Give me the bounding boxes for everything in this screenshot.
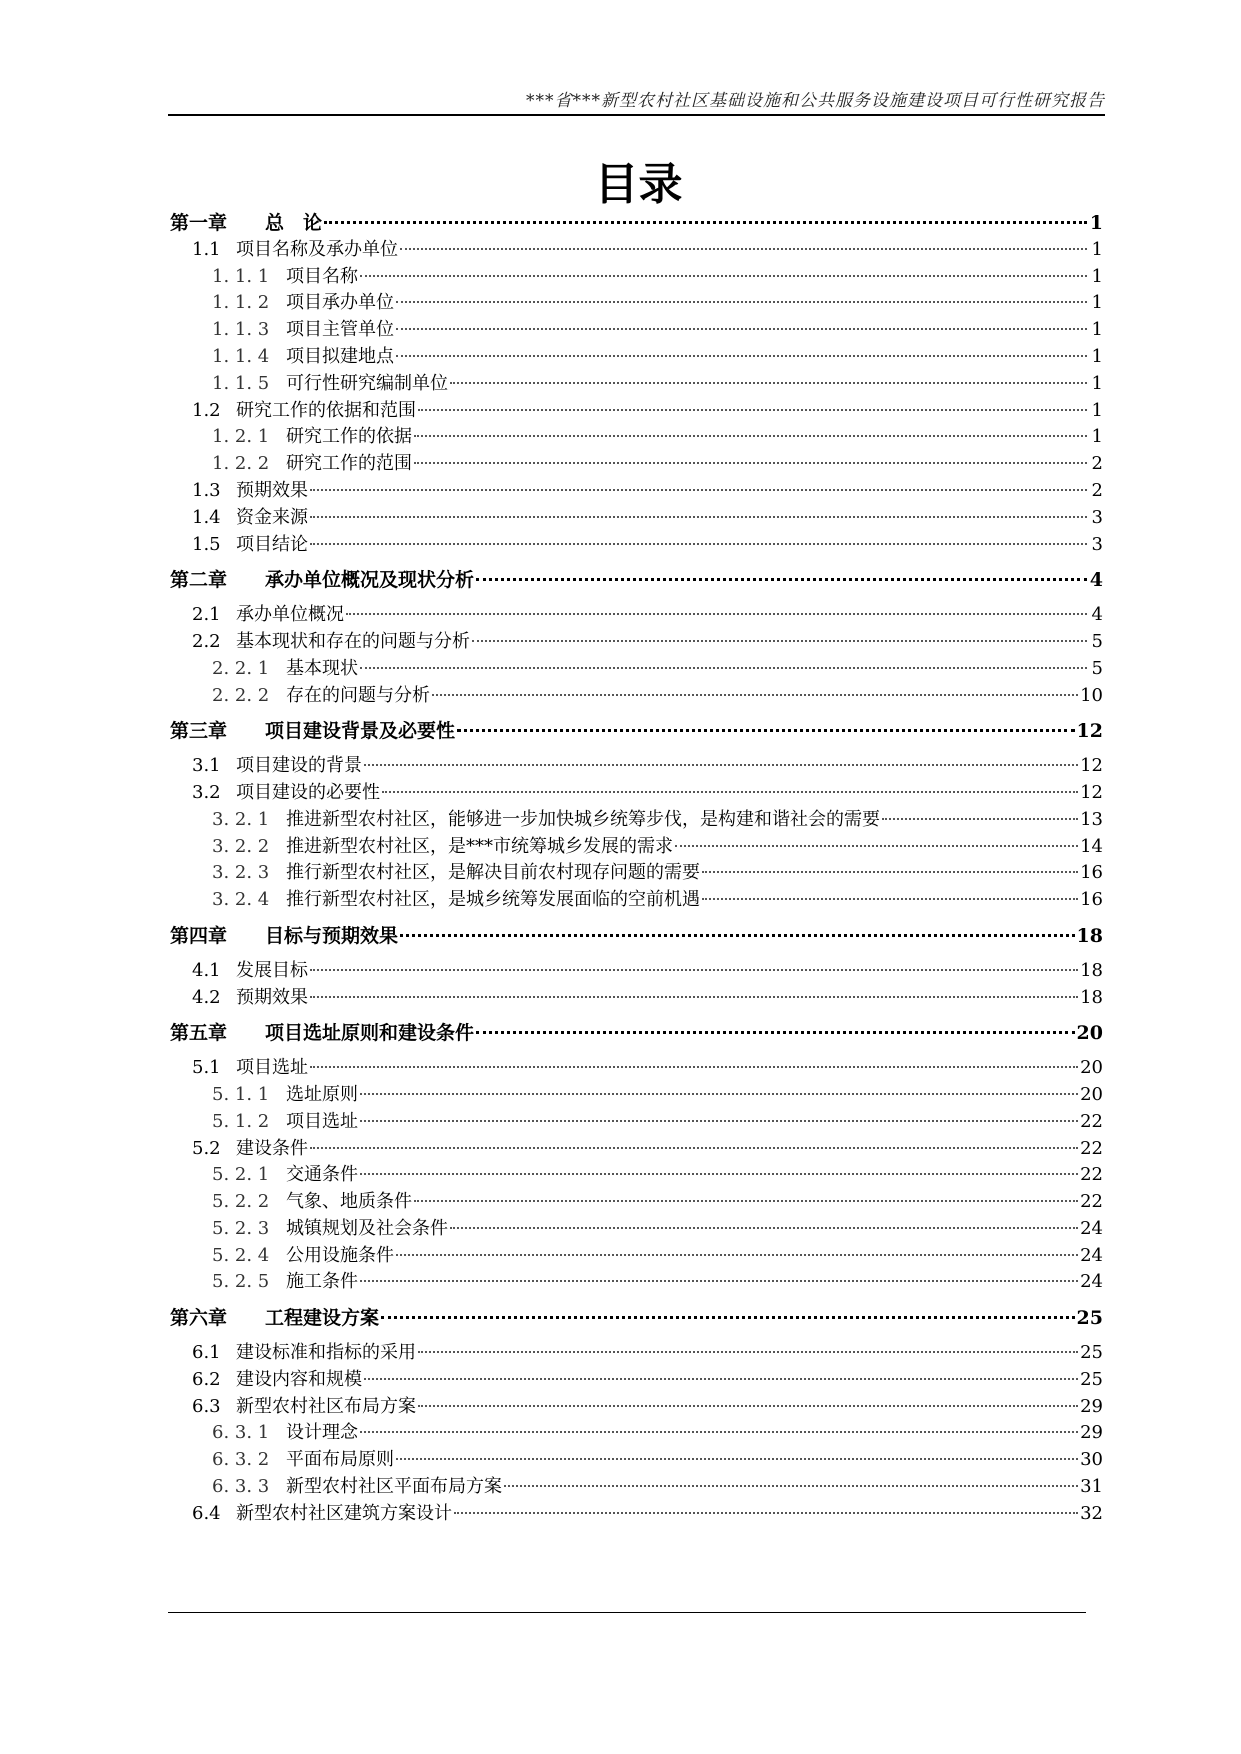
toc-entry[interactable] xyxy=(170,1160,1103,1187)
toc-page-number: 24 xyxy=(1080,1244,1103,1266)
toc-dot-leader xyxy=(310,1066,1078,1068)
toc-entry-number: 5. 1. 1 xyxy=(212,1083,270,1105)
toc-entry-number: 第三章 xyxy=(170,720,228,743)
toc-entry[interactable] xyxy=(170,1187,1103,1214)
toc-chapter-entry[interactable] xyxy=(170,1303,1103,1330)
header-divider xyxy=(168,114,1105,116)
toc-entry-number: 5. 2. 5 xyxy=(212,1271,270,1293)
toc-dot-leader xyxy=(414,1200,1078,1202)
toc-dot-leader xyxy=(472,640,1087,642)
toc-entry-title: 目标与预期效果 xyxy=(265,924,399,947)
toc-entry-number: 2. 2. 2 xyxy=(212,684,270,706)
toc-entry[interactable] xyxy=(170,858,1103,885)
toc-dot-leader xyxy=(418,1405,1078,1407)
toc-entry[interactable] xyxy=(170,885,1103,912)
toc-dot-leader xyxy=(360,1431,1078,1433)
toc-page-number: 22 xyxy=(1080,1110,1103,1132)
toc-entry-number: 6. 3. 2 xyxy=(212,1449,270,1471)
toc-page-number: 25 xyxy=(1080,1368,1103,1390)
toc-dot-leader xyxy=(396,328,1087,330)
toc-entry[interactable] xyxy=(170,262,1103,289)
toc-entry[interactable] xyxy=(170,235,1103,262)
toc-entry-title: 施工条件 xyxy=(286,1271,358,1293)
toc-entry[interactable] xyxy=(170,1445,1103,1472)
toc-page-number: 2 xyxy=(1091,453,1103,475)
toc-entry[interactable] xyxy=(170,396,1103,423)
toc-entry-title: 推进新型农村社区，能够进一步加快城乡统筹步伐，是构建和谐社会的需要 xyxy=(286,808,880,830)
toc-entry-title: 新型农村社区布局方案 xyxy=(236,1395,416,1417)
toc-entry-number: 3.1 xyxy=(192,755,221,777)
toc-entry-number: 1. 1. 4 xyxy=(212,345,270,367)
toc-entry-title: 预期效果 xyxy=(236,986,308,1008)
toc-dot-leader xyxy=(346,613,1087,615)
toc-entry[interactable] xyxy=(170,1080,1103,1107)
toc-dot-leader xyxy=(360,667,1087,669)
toc-page-number: 14 xyxy=(1080,835,1103,857)
toc-dot-leader xyxy=(504,1485,1078,1487)
toc-page-number: 29 xyxy=(1080,1422,1103,1444)
toc-chapter-entry[interactable] xyxy=(170,716,1103,743)
toc-entry-number: 3. 2. 3 xyxy=(212,862,270,884)
toc-entry-title: 推行新型农村社区，是解决目前农村现存问题的需要 xyxy=(286,862,700,884)
toc-entry-number: 5. 2. 1 xyxy=(212,1164,270,1186)
toc-dot-leader xyxy=(454,1512,1078,1514)
toc-entry-number: 1. 1. 1 xyxy=(212,265,270,287)
toc-page-number: 25 xyxy=(1076,1307,1103,1330)
toc-dot-leader xyxy=(396,355,1087,357)
toc-page-number: 1 xyxy=(1091,426,1103,448)
toc-entry[interactable] xyxy=(170,654,1103,681)
table-of-contents xyxy=(170,208,1103,1526)
toc-entry-number: 1.3 xyxy=(192,479,221,501)
toc-page-number: 1 xyxy=(1091,265,1103,287)
toc-dot-leader xyxy=(476,1031,1075,1034)
toc-entry-title: 项目名称 xyxy=(286,265,358,287)
toc-entry[interactable] xyxy=(170,1392,1103,1419)
toc-entry[interactable] xyxy=(170,1472,1103,1499)
toc-entry-number: 2.1 xyxy=(192,604,221,626)
toc-entry-title: 承办单位概况及现状分析 xyxy=(265,569,475,592)
toc-chapter-entry[interactable] xyxy=(170,208,1103,235)
toc-page-number: 4 xyxy=(1091,604,1103,626)
toc-entry-number: 1. 2. 2 xyxy=(212,453,270,475)
toc-entry-number: 6.3 xyxy=(192,1395,221,1417)
toc-entry-title: 建设标准和指标的采用 xyxy=(236,1342,416,1364)
toc-entry[interactable] xyxy=(170,627,1103,654)
toc-dot-leader xyxy=(360,275,1087,277)
toc-entry-title: 资金来源 xyxy=(236,506,308,528)
toc-entry-title: 项目建设的背景 xyxy=(236,755,362,777)
toc-entry-number: 第二章 xyxy=(170,569,228,592)
toc-entry-title: 建设内容和规模 xyxy=(236,1368,362,1390)
toc-entry-number: 1.2 xyxy=(192,399,221,421)
toc-entry-title: 可行性研究编制单位 xyxy=(286,372,448,394)
toc-entry-number: 4.2 xyxy=(192,986,221,1008)
toc-page-number: 12 xyxy=(1080,781,1103,803)
toc-entry-number: 5.2 xyxy=(192,1137,221,1159)
toc-entry[interactable] xyxy=(170,832,1103,859)
toc-entry-number: 6.1 xyxy=(192,1342,221,1364)
toc-dot-leader xyxy=(324,221,1087,224)
toc-page-number: 18 xyxy=(1080,986,1103,1008)
toc-entry[interactable] xyxy=(170,1418,1103,1445)
toc-page-number: 32 xyxy=(1080,1502,1103,1524)
toc-page-number: 18 xyxy=(1080,959,1103,981)
toc-entry[interactable] xyxy=(170,315,1103,342)
toc-page-number: 3 xyxy=(1091,533,1103,555)
toc-dot-leader xyxy=(310,489,1087,491)
toc-entry-title: 项目选址原则和建设条件 xyxy=(265,1022,475,1045)
toc-entry-title: 研究工作的依据和范围 xyxy=(236,399,416,421)
toc-page-number: 31 xyxy=(1080,1476,1103,1498)
toc-entry-number: 3.2 xyxy=(192,781,221,803)
toc-dot-leader xyxy=(382,791,1078,793)
toc-entry-number: 4.1 xyxy=(192,959,221,981)
toc-entry[interactable] xyxy=(170,288,1103,315)
toc-entry[interactable] xyxy=(170,1499,1103,1526)
toc-chapter-entry[interactable] xyxy=(170,565,1103,592)
toc-dot-leader xyxy=(360,1093,1078,1095)
toc-page-number: 12 xyxy=(1076,720,1103,743)
toc-entry-title: 承办单位概况 xyxy=(236,604,344,626)
toc-entry[interactable] xyxy=(170,681,1103,708)
toc-page-number: 1 xyxy=(1091,345,1103,367)
toc-entry-title: 项目结论 xyxy=(236,533,308,555)
toc-entry-title: 项目名称及承办单位 xyxy=(236,238,398,260)
toc-page-number: 30 xyxy=(1080,1449,1103,1471)
toc-entry-number: 1.5 xyxy=(192,533,221,555)
toc-entry[interactable] xyxy=(170,1134,1103,1161)
toc-dot-leader xyxy=(364,1378,1078,1380)
toc-page-number: 1 xyxy=(1091,399,1103,421)
toc-entry-title: 项目选址 xyxy=(286,1110,358,1132)
toc-entry[interactable] xyxy=(170,983,1103,1010)
toc-entry[interactable] xyxy=(170,778,1103,805)
toc-entry-title: 项目建设的必要性 xyxy=(236,781,380,803)
toc-entry-title: 工程建设方案 xyxy=(265,1307,380,1330)
toc-chapter-entry[interactable] xyxy=(170,1018,1103,1045)
toc-dot-leader xyxy=(414,435,1087,437)
toc-entry-number: 3. 2. 2 xyxy=(212,835,270,857)
toc-dot-leader xyxy=(675,845,1078,847)
running-header: ***省***新型农村社区基础设施和公共服务设施建设项目可行性研究报告 xyxy=(526,91,1105,111)
toc-dot-leader xyxy=(702,898,1078,900)
toc-dot-leader xyxy=(418,1351,1078,1353)
toc-entry-number: 5.1 xyxy=(192,1057,221,1079)
toc-entry[interactable] xyxy=(170,751,1103,778)
toc-entry-number: 1. 1. 5 xyxy=(212,372,270,394)
toc-entry-number: 第四章 xyxy=(170,924,228,947)
footer-divider xyxy=(168,1612,1086,1613)
toc-entry-number: 第五章 xyxy=(170,1022,228,1045)
toc-page-number: 4 xyxy=(1089,569,1103,592)
toc-entry-title: 新型农村社区建筑方案设计 xyxy=(236,1502,452,1524)
toc-dot-leader xyxy=(310,969,1078,971)
toc-entry[interactable] xyxy=(170,1214,1103,1241)
toc-entry-title: 推进新型农村社区，是***市统筹城乡发展的需求 xyxy=(286,835,673,857)
toc-entry-title: 发展目标 xyxy=(236,959,308,981)
toc-entry-number: 1.1 xyxy=(192,238,221,260)
toc-dot-leader xyxy=(396,1254,1078,1256)
toc-entry[interactable] xyxy=(170,422,1103,449)
toc-dot-leader xyxy=(396,301,1087,303)
toc-page-number: 25 xyxy=(1080,1342,1103,1364)
toc-entry-number: 第六章 xyxy=(170,1307,228,1330)
toc-dot-leader xyxy=(310,543,1087,545)
toc-entry-title: 建设条件 xyxy=(236,1137,308,1159)
toc-entry[interactable] xyxy=(170,449,1103,476)
toc-entry[interactable] xyxy=(170,956,1103,983)
toc-entry-title: 推行新型农村社区，是城乡统筹发展面临的空前机遇 xyxy=(286,889,700,911)
toc-dot-leader xyxy=(396,1458,1078,1460)
toc-page-number: 22 xyxy=(1080,1191,1103,1213)
toc-entry-title: 研究工作的依据 xyxy=(286,426,412,448)
toc-dot-leader xyxy=(360,1120,1078,1122)
toc-dot-leader xyxy=(450,1227,1078,1229)
toc-entry-title: 存在的问题与分析 xyxy=(286,684,430,706)
toc-entry[interactable] xyxy=(170,1365,1103,1392)
toc-entry-number: 5. 2. 3 xyxy=(212,1217,270,1239)
toc-page-number: 2 xyxy=(1091,479,1103,501)
toc-dot-leader xyxy=(364,764,1078,766)
toc-entry-number: 6.4 xyxy=(192,1502,221,1524)
toc-entry-title: 公用设施条件 xyxy=(286,1244,394,1266)
toc-page-number: 1 xyxy=(1091,292,1103,314)
toc-dot-leader xyxy=(476,578,1087,581)
toc-entry[interactable] xyxy=(170,342,1103,369)
toc-page-number: 18 xyxy=(1076,924,1103,947)
toc-entry[interactable] xyxy=(170,1107,1103,1134)
toc-entry[interactable] xyxy=(170,805,1103,832)
toc-page-number: 24 xyxy=(1080,1271,1103,1293)
toc-entry[interactable] xyxy=(170,530,1103,557)
toc-entry[interactable] xyxy=(170,1267,1103,1294)
toc-entry-number: 5. 2. 2 xyxy=(212,1191,270,1213)
toc-page-number: 1 xyxy=(1089,212,1103,234)
toc-entry-title: 总 论 xyxy=(265,212,323,234)
toc-entry-title: 气象、地质条件 xyxy=(286,1191,412,1213)
toc-page-number: 20 xyxy=(1076,1022,1103,1045)
toc-dot-leader xyxy=(310,996,1078,998)
toc-entry-title: 平面布局原则 xyxy=(286,1449,394,1471)
toc-page-number: 1 xyxy=(1091,238,1103,260)
toc-dot-leader xyxy=(432,694,1078,696)
toc-chapter-entry[interactable] xyxy=(170,921,1103,948)
toc-entry-title: 交通条件 xyxy=(286,1164,358,1186)
toc-entry-title: 项目选址 xyxy=(236,1057,308,1079)
toc-page-number: 16 xyxy=(1080,889,1103,911)
toc-entry-number: 6. 3. 1 xyxy=(212,1422,270,1444)
toc-dot-leader xyxy=(400,248,1087,250)
toc-entry-title: 研究工作的范围 xyxy=(286,453,412,475)
toc-entry-title: 选址原则 xyxy=(286,1083,358,1105)
toc-entry-number: 5. 1. 2 xyxy=(212,1110,270,1132)
toc-entry-title: 基本现状 xyxy=(286,657,358,679)
toc-page-number: 22 xyxy=(1080,1164,1103,1186)
toc-entry-number: 5. 2. 4 xyxy=(212,1244,270,1266)
toc-entry[interactable] xyxy=(170,600,1103,627)
toc-entry[interactable] xyxy=(170,1053,1103,1080)
toc-entry[interactable] xyxy=(170,503,1103,530)
toc-entry-title: 项目承办单位 xyxy=(286,292,394,314)
toc-dot-leader xyxy=(360,1280,1078,1282)
toc-dot-leader xyxy=(310,516,1087,518)
toc-entry-number: 1. 2. 1 xyxy=(212,426,270,448)
toc-entry-number: 3. 2. 1 xyxy=(212,808,270,830)
toc-page-number: 10 xyxy=(1080,684,1103,706)
toc-dot-leader xyxy=(360,1173,1078,1175)
toc-entry-title: 基本现状和存在的问题与分析 xyxy=(236,630,470,652)
toc-page-number: 5 xyxy=(1091,657,1103,679)
toc-entry-number: 3. 2. 4 xyxy=(212,889,270,911)
toc-entry-title: 项目主管单位 xyxy=(286,319,394,341)
toc-entry-title: 城镇规划及社会条件 xyxy=(286,1217,448,1239)
toc-entry-number: 第一章 xyxy=(170,212,228,234)
toc-page-number: 29 xyxy=(1080,1395,1103,1417)
toc-entry-number: 6.2 xyxy=(192,1368,221,1390)
toc-entry-number: 1. 1. 2 xyxy=(212,292,270,314)
toc-page-number: 1 xyxy=(1091,319,1103,341)
toc-page-number: 22 xyxy=(1080,1137,1103,1159)
toc-dot-leader xyxy=(381,1316,1075,1319)
toc-dot-leader xyxy=(310,1147,1078,1149)
toc-page-number: 20 xyxy=(1080,1057,1103,1079)
toc-entry-title: 新型农村社区平面布局方案 xyxy=(286,1476,502,1498)
toc-entry-number: 2. 2. 1 xyxy=(212,657,270,679)
toc-dot-leader xyxy=(450,382,1087,384)
toc-page-number: 16 xyxy=(1080,862,1103,884)
toc-entry-number: 6. 3. 3 xyxy=(212,1476,270,1498)
toc-page-number: 3 xyxy=(1091,506,1103,528)
toc-entry[interactable] xyxy=(170,369,1103,396)
page-title: 目录 xyxy=(594,159,683,210)
toc-dot-leader xyxy=(882,818,1078,820)
toc-entry-title: 项目建设背景及必要性 xyxy=(265,720,456,743)
toc-page-number: 20 xyxy=(1080,1083,1103,1105)
toc-page-number: 1 xyxy=(1091,372,1103,394)
toc-dot-leader xyxy=(400,934,1075,937)
toc-entry-title: 项目拟建地点 xyxy=(286,345,394,367)
toc-dot-leader xyxy=(457,729,1075,732)
toc-entry-title: 预期效果 xyxy=(236,479,308,501)
toc-page-number: 13 xyxy=(1080,808,1103,830)
toc-entry-number: 2.2 xyxy=(192,630,221,652)
toc-entry[interactable] xyxy=(170,476,1103,503)
toc-dot-leader xyxy=(702,871,1078,873)
toc-dot-leader xyxy=(414,462,1087,464)
toc-entry[interactable] xyxy=(170,1241,1103,1268)
toc-entry[interactable] xyxy=(170,1338,1103,1365)
toc-entry-title: 设计理念 xyxy=(286,1422,358,1444)
toc-entry-number: 1. 1. 3 xyxy=(212,319,270,341)
toc-dot-leader xyxy=(418,409,1087,411)
toc-page-number: 12 xyxy=(1080,755,1103,777)
toc-entry-number: 1.4 xyxy=(192,506,221,528)
toc-page-number: 5 xyxy=(1091,630,1103,652)
toc-page-number: 24 xyxy=(1080,1217,1103,1239)
